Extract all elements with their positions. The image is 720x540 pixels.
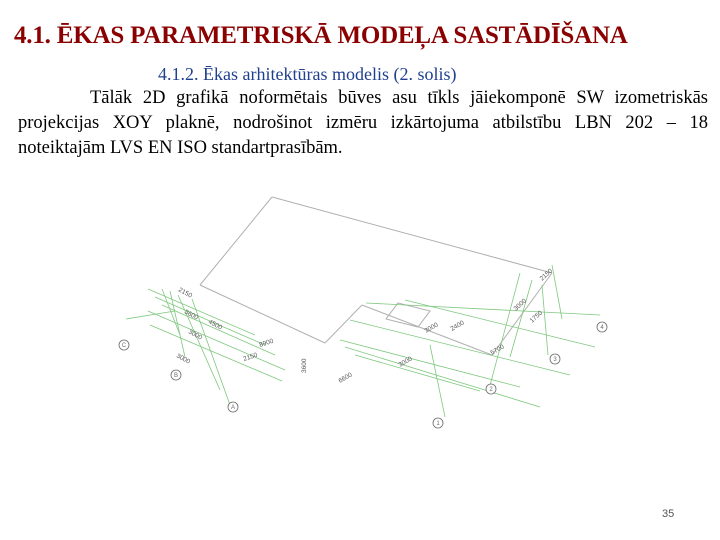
grid-line-c	[345, 347, 540, 407]
dimension-label: 8900	[258, 337, 275, 349]
grid-line-c	[337, 340, 520, 387]
axis-label: 4	[600, 325, 604, 331]
axis-label: 1	[436, 421, 440, 427]
isometric-axis-grid-drawing	[100, 185, 640, 440]
axis-label: B	[173, 373, 179, 379]
opening-outline	[386, 303, 430, 327]
dimension-label: 5700	[489, 343, 506, 357]
paragraph-text: Tālāk 2D grafikā noformētais būves asu tīkls jāiekomponē SW izometriskās projekcijas XOY plaknē, nodrošinot izmēru izkārtojuma atbilstību LBN 202 – 18 noteiktajām LVS EN ISO standartprasībām.	[18, 88, 708, 158]
grid-line-d	[542, 285, 548, 355]
axis-marker-labels	[122, 325, 605, 427]
outline-edge	[200, 285, 325, 343]
dimension-label: 3600	[183, 308, 200, 322]
body-paragraph	[18, 86, 708, 161]
dimension-labels	[175, 267, 554, 384]
dimension-label: 2150	[538, 267, 555, 283]
grid-line-a	[148, 286, 255, 335]
grid-lines	[126, 265, 600, 417]
dimension-label: 2150	[242, 351, 259, 363]
dimension-label: 3600	[301, 358, 308, 373]
dimension-label: 4500	[207, 318, 224, 332]
grid-line-b	[170, 291, 185, 357]
axis-label: 3	[553, 357, 557, 363]
dimension-label: 3000	[512, 297, 529, 313]
grid-line-a	[150, 325, 282, 381]
outline-edge	[200, 197, 272, 285]
dimension-label: 1750	[528, 309, 545, 325]
page-number: 35	[662, 508, 675, 520]
grid-line-c	[366, 303, 600, 315]
dimension-label: 6600	[337, 371, 354, 385]
axis-label: A	[230, 405, 236, 411]
outline-edge	[272, 197, 552, 273]
axis-label: 2	[489, 387, 493, 393]
grid-line-d	[488, 273, 520, 393]
dimension-label: 3000	[423, 321, 440, 335]
outline-edge	[325, 305, 362, 343]
slide-subtitle: 4.1.2. Ēkas arhitektūras modelis (2. solis)	[158, 64, 457, 84]
building-outline	[200, 197, 552, 355]
dimension-label: 3000	[397, 355, 414, 369]
dimension-label: 3000	[175, 352, 192, 366]
dimension-label: 2400	[449, 319, 466, 333]
grid-line-b	[178, 295, 220, 390]
dimension-label: 2150	[177, 286, 194, 300]
grid-line-d	[430, 345, 445, 417]
dimension-label: 3000	[187, 328, 204, 342]
axis-markers	[119, 322, 607, 428]
slide-title: 4.1. ĒKAS PARAMETRISKĀ MODEĻA SASTĀDĪŠANA	[14, 22, 628, 49]
axis-label: C	[121, 343, 127, 349]
